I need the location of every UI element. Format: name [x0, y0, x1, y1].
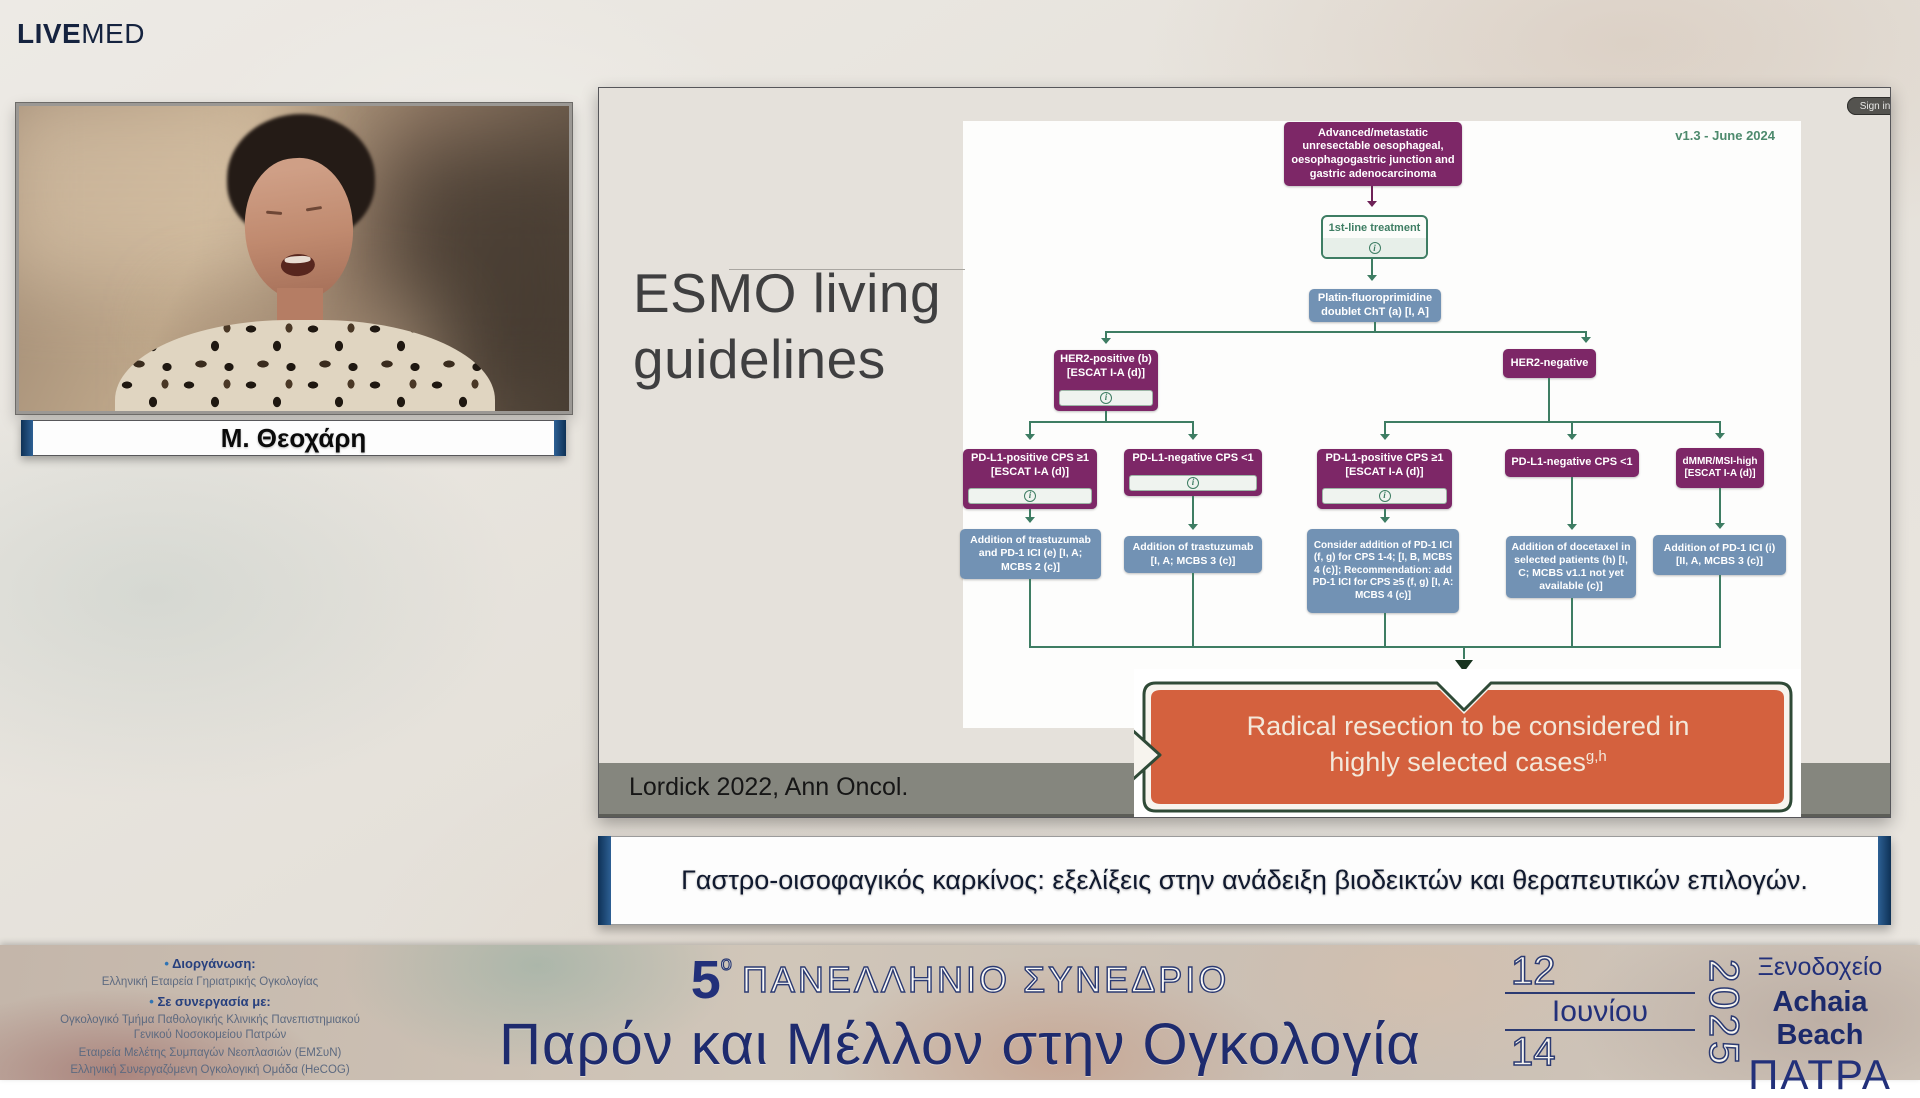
node-tx-docetaxel: Addition of docetaxel in selected patients (h) [I, C; MCBS v1.1 not yet available (c)] — [1506, 536, 1636, 598]
plate-edge — [554, 420, 566, 456]
node-dmmr-msi-high: dMMR/MSI-high [ESCAT I-A (d)] — [1676, 448, 1764, 488]
flow-connector — [1029, 579, 1031, 646]
info-icon — [1369, 242, 1381, 254]
bar-edge — [598, 836, 611, 925]
venue-city: ΠΑΤΡΑ — [1748, 1051, 1892, 1098]
info-icon — [1379, 490, 1391, 502]
callout-radical-resection — [1134, 669, 1801, 818]
congress-banner — [0, 945, 1920, 1098]
date-from: 12 — [1511, 949, 1556, 993]
node-pdl1-positive-her2pos — [963, 449, 1097, 509]
flow-connector — [1463, 646, 1465, 659]
congress-line1 — [420, 949, 1500, 1011]
info-strip — [1059, 390, 1153, 406]
flow-connector — [1192, 573, 1194, 646]
node-pdl1-negative-her2neg: PD-L1-negative CPS <1 — [1505, 449, 1639, 477]
node-her2-positive-label: HER2-positive (b) [ESCAT I-A (d)] — [1060, 353, 1152, 379]
flow-connector — [1384, 613, 1386, 646]
flow-arrow — [1571, 477, 1573, 529]
congress-heading — [420, 949, 1500, 1078]
callout-footnote-marks: g,h — [1585, 747, 1607, 765]
flow-arrow — [1105, 331, 1107, 343]
congress-year: 2025 — [1701, 959, 1748, 1069]
organizer-label — [20, 955, 400, 973]
flow-arrow — [1192, 496, 1194, 529]
venue-block — [1725, 953, 1915, 1096]
sign-in-button[interactable]: Sign in — [1847, 97, 1891, 115]
guideline-version: v1.3 - June 2024 — [1675, 128, 1775, 143]
collaborator: Εταιρεία Μελέτης Συμπαγών Νεοπλασιών (ΕΜΣυΝ) — [78, 1046, 342, 1059]
info-strip — [1322, 488, 1447, 504]
speaker-video — [16, 103, 572, 414]
speaker-teeth — [284, 255, 310, 263]
flow-arrow — [1719, 421, 1721, 438]
flow-connector — [1384, 421, 1721, 423]
citation-text: Lordick 2022, Ann Oncol. — [629, 773, 909, 801]
bar-edge — [1878, 836, 1891, 925]
logo-live: LIVE — [17, 18, 82, 49]
callout-main-text: Radical resection to be considered in highly selected cases — [1246, 711, 1690, 777]
congress-dates — [1505, 951, 1695, 1072]
slide-title: ESMO living guidelines — [633, 262, 942, 390]
callout-text — [1218, 709, 1718, 780]
flow-connector — [1548, 378, 1550, 421]
node-label: PD-L1-negative CPS <1 — [1132, 452, 1254, 464]
flow-arrow — [1719, 488, 1721, 528]
node-tx-trastuzumab: Addition of trastuzumab [I, A; MCBS 3 (c)] — [1124, 536, 1262, 573]
talk-title-bar — [598, 836, 1891, 925]
flowchart-panel — [963, 121, 1801, 728]
flow-arrow — [1585, 331, 1587, 342]
congress-subtitle: ΠΑΝΕΛΛΗΝΙΟ ΣΥΝΕΔΡΙΟ — [741, 959, 1230, 1000]
date-to: 14 — [1511, 1030, 1556, 1074]
congress-ordinal: ο — [720, 953, 732, 975]
date-month: Ιουνίου — [1551, 995, 1649, 1028]
bullet-icon: • — [149, 994, 158, 1010]
node-label: PD-L1-positive CPS ≥1 [ESCAT I-A (d)] — [971, 452, 1089, 478]
flow-connector — [1105, 411, 1107, 421]
collaborator: Ελληνική Συνεργαζόμενη Ογκολογική Ομάδα (HeCOG) — [70, 1064, 350, 1077]
flow-connector — [1571, 598, 1573, 646]
flow-connector — [1029, 646, 1721, 648]
speaker-name-plate — [21, 420, 566, 456]
flow-connector — [1719, 575, 1721, 646]
talk-title: Γαστρο-οισοφαγικός καρκίνος: εξελίξεις στην ανάδειξη βιοδεικτών και θεραπευτικών επιλογών. — [681, 865, 1808, 895]
presentation-slide — [598, 87, 1891, 818]
flow-arrow — [1192, 421, 1194, 439]
bullet-icon: • — [164, 956, 173, 971]
node-tx-consider-pd1: Consider addition of PD-1 ICI (f, g) for CPS 1-4; [I, B, MCBS 4 (c)]; Recommendation: add PD-1 ICI for CPS ≥5 (f, g) [I, A: MCBS 4 (c)] — [1307, 529, 1459, 613]
collaborator: Ογκολογικό Τμήμα Παθολογικής Κλινικής Πανεπιστημιακού Γενικού Νοσοκομείου Πατρών — [60, 1013, 360, 1042]
speaker-eye — [306, 206, 322, 211]
node-first-line-label: 1st-line treatment — [1328, 222, 1421, 234]
speaker-mouth — [280, 253, 315, 277]
flow-arrow — [1371, 186, 1373, 206]
congress-title: Παρόν και Μέλλον στην Ογκολογία — [499, 1012, 1421, 1077]
organizer-label-text: Διοργάνωση: — [172, 956, 256, 971]
node-pdl1-negative-her2pos — [1124, 449, 1262, 496]
node-label: PD-L1-positive CPS ≥1 [ESCAT I-A (d)] — [1325, 452, 1444, 478]
plate-edge — [21, 420, 33, 456]
collaboration-label — [20, 993, 400, 1011]
organizer-name: Ελληνική Εταιρεία Γηριατρικής Ογκολογίας — [101, 975, 319, 988]
info-strip — [968, 488, 1092, 504]
venue-label: Ξενοδοχείο — [1757, 953, 1883, 981]
info-strip — [1323, 238, 1426, 257]
flow-arrow — [1029, 421, 1031, 439]
collaboration-label-text: Σε συνεργασία με: — [157, 994, 271, 1010]
livemed-logo — [17, 18, 145, 50]
info-strip — [1129, 475, 1257, 491]
node-pdl1-positive-her2neg — [1317, 449, 1452, 509]
info-icon — [1100, 392, 1112, 404]
node-tx-pd1-ici: Addition of PD-1 ICI (i) [II, A, MCBS 3 (c)] — [1653, 535, 1786, 575]
organizers-block — [20, 952, 400, 1079]
flow-arrow — [1371, 259, 1373, 280]
node-tx-trastuzumab-pd1: Addition of trastuzumab and PD-1 ICI (e) [I, A; MCBS 2 (c)] — [960, 529, 1101, 579]
flow-arrow — [1029, 509, 1031, 522]
info-icon — [1024, 490, 1036, 502]
flow-arrow — [1384, 421, 1386, 439]
venue-name: Achaia Beach — [1772, 986, 1868, 1051]
info-icon — [1187, 477, 1199, 489]
node-platin-doublet: Platin-fluoroprimidine doublet ChT (a) [I, A] — [1309, 289, 1441, 322]
node-first-line — [1321, 215, 1428, 259]
congress-number: 5 — [690, 950, 721, 1010]
speaker-eye — [266, 211, 282, 215]
logo-med: MED — [81, 18, 145, 49]
flow-connector — [1029, 421, 1194, 423]
flow-connector — [1105, 331, 1586, 333]
node-her2-positive — [1054, 350, 1158, 411]
node-her2-negative: HER2-negative — [1503, 349, 1596, 378]
flow-arrow — [1571, 421, 1573, 439]
node-root: Advanced/metastatic unresectable oesophageal, oesophagogastric junction and gastric adenocarcinoma — [1284, 122, 1462, 186]
speaker-name: Μ. Θεοχάρη — [220, 422, 367, 453]
flow-arrow — [1384, 509, 1386, 522]
